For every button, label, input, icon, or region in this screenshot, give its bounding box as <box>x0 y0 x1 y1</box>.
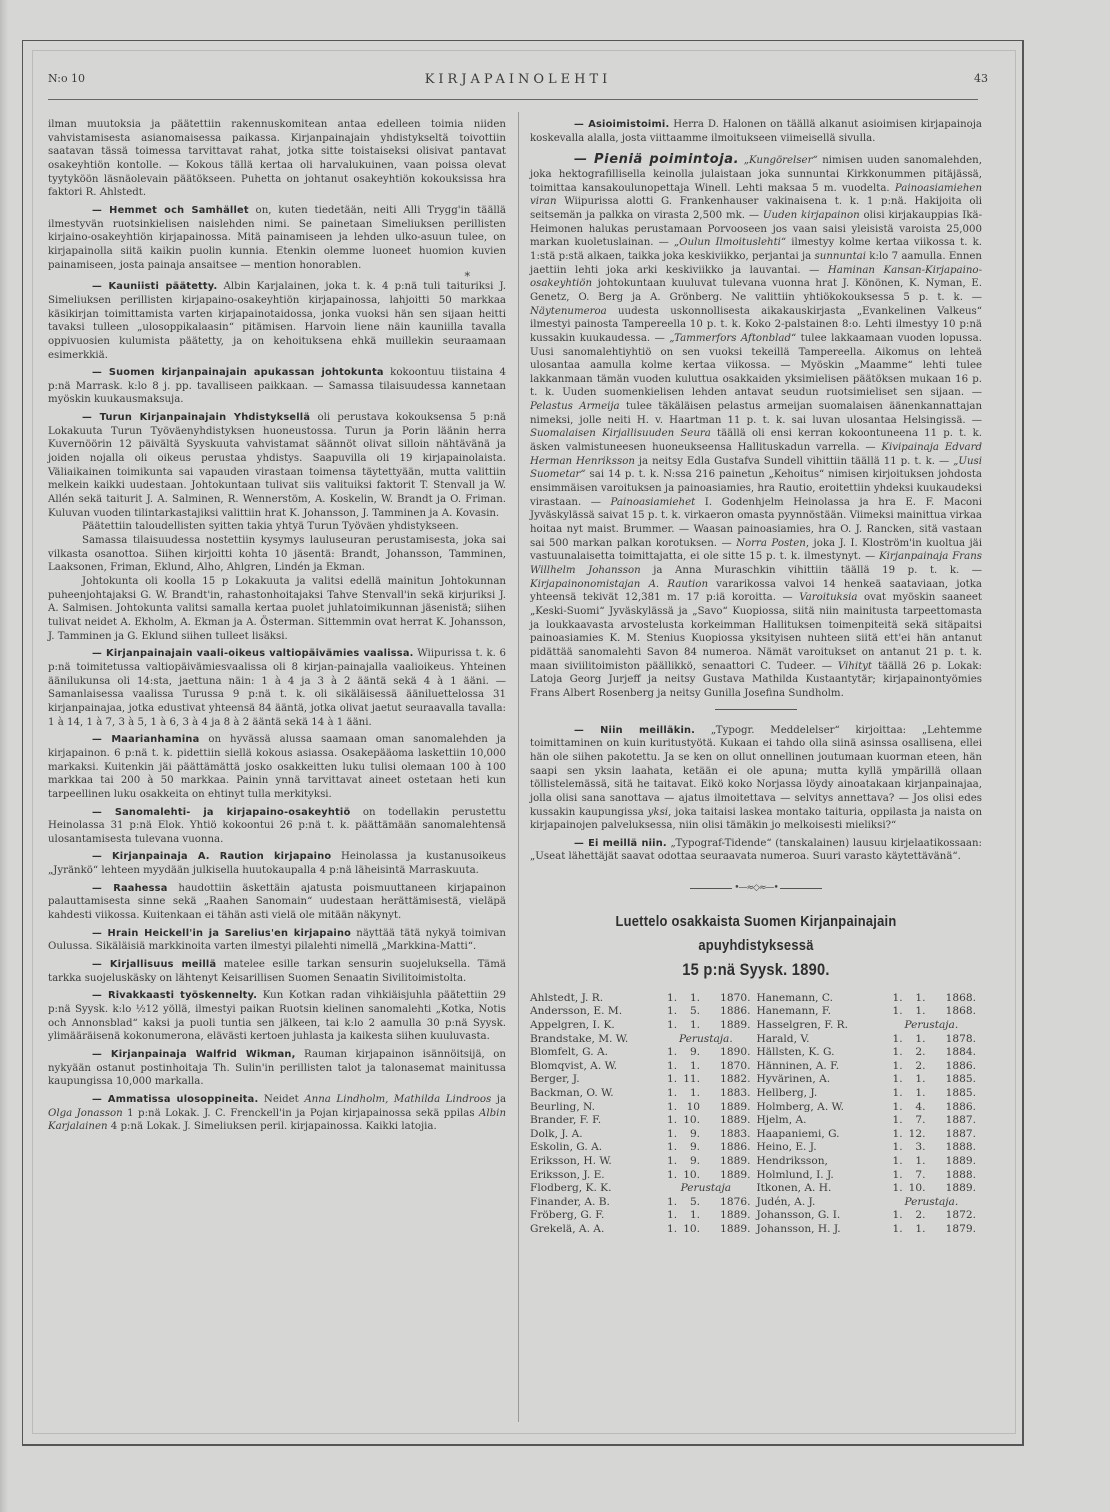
member-year: 1868. <box>945 1005 976 1018</box>
member-name: Ahlstedt, J. R. <box>530 991 604 1004</box>
member-year: 1879. <box>945 1222 976 1235</box>
member-name: Appelgren, I. K. <box>530 1018 615 1031</box>
member-name: Grekelä, A. A. <box>530 1222 605 1235</box>
member-year: 1872. <box>945 1209 976 1222</box>
member-name: Eriksson, H. W. <box>530 1154 612 1167</box>
member-name: Hällsten, K. G. <box>756 1046 835 1059</box>
member-month: 10 <box>686 1100 701 1113</box>
member-number: 1. <box>667 1222 678 1235</box>
article-pienia-poimintoja: — Pieniä poimintoja. „Kungörelser“ nimisen uuden sanomalehden, joka hektografillisella keinolla julaistaan joka sunnuntai Kirkkonummen pitäjässä, toimittaa kansakoulunopettaja Winell. Lehti maksaa 5 m. vuodelta. Painoasiamiehen viran Wiipurissa alotti G. Frankenhauser vakinaisena t. k. 1 p:nä. Hakijoita oli seitsemän ja palkka on virasta 2,500 mk. — Uuden kirjapainon olisi kirjakauppias Ikä-Heimonen halukas perustamaan Porvooseen jos vaan saisi yleisistä varoista 25,000 markan kuoletuslainan. — „Oulun Ilmoituslehti“ ilmestyy kolme kertaa viikossa t. k. 1:stä p:stä alkaen, taikka joka keskiviikko, perjantai ja sunnuntai k:lo 7 aamulla. Ennen jaettiin lehti joka arki keskiviikko ja lauvantai. — Haminan Kansan-Kirjapaino-osakeyhtiön johtokuntaan kuuluvat tulevana vuonna hrat J. Könönen, K. Nyman, E. Genetz, O. Berg ja A. Grönberg. Ne valittiin yhtiökokouksessa 5 p. t. k. — Näytenumeroa uudesta uskonnollisesta aikakauskirjasta „Evankelinen Valkeus“ ilmestyi painosta Tampereella 10 p. t. k. Koko 2-palstainen 8:o. Lehti ilmestyy 10 p:nä kussakin kuukaudessa. — „Tammerfors Aftonblad“ tulee lakkaamaan vuoden lopussa. Uusi sanomalehtiyhtiö on sen vuoksi tekeillä Tampereella. Aikomus on lehteä ulosantaa aamulla kolme kertaa viikossa. — Myöskin „Maamme“ lehti tulee lakkanmaan tämän vuoden kuluttua osakkaiden yksimielisen päätöksen mukaan 16 p. t. k. Uuden suomenkielisen lehden antavat seudun ruotsimieliset sen sijaan. — Pelastus Armeija tulee täkäläisen pelastus armeijan suomalaisen äänenkannattajan nimeksi, jolle neiti H. v. Haartman 11 p. t. k. sai luvan ulosantaa Helsingissä. — Suomalaisen Kirjallisuuden Seura täällä oli ensi kerran kokoontuneena 11 p. t. k. äsken valmistuneesen huoneukseensa Hallituskadun varrella. — Kivipainaja Edvard Herman Henriksson ja neitsy Edla Gustafva Sundell vihittiin täällä 11 p. t. k. — „Uusi Suometar“ sai 14 p. t. k. N:ssa 216 painetun „Kehoitus“ nimisen kirjoituksen johdosta ensimmäisen varoituksen ja painoasiamies, hra Rautio, eroitettiin yhdeksi kuukaudeksi virastaan. — Painoasiamiehet I. Godenhjelm Heinolassa ja hra E. F. Maconi Jyväskylässä saivat 15 p. t. k. virkaeron omasta pyynnöstään. Viimeksi mainittua virkaa hoitaa nyt maist. Brummer. — Waasan painoasiamies, hra O. J. Rancken, sitä vastaan sai 500 markan palkan korotuksen. — Norra Posten, joka J. I. Kloström'in kuoltua jäi vastuunalaisetta toimittajatta, ei ole sitte 15 p. t. k. ilmestynyt. — Kirjanpainaja Frans Willhelm Johansson ja Anna Muraschkin vihittiin täällä 19 p. t. k. — Kirjapainonomistajan A. Raution vararikossa valvoi 14 henkeä saataviaan, jotka yhteensä tekivät 12,381 m. 17 p:iä koroitta. — Varoituksia ovat myöskin saaneet „Keski-Suomi“ Jyväskylässä ja „Savo“ Kuopiossa, siitä niin mainitusta tarpeettomasta ja loukkaavasta arvostelusta korkeimman Hallituksen toimenpiteitä sekä sitäpaitsi painoasiamies K. M. Stenius Kuopiossa yksityisen nuhteen siitä ett'ei hän antanut pidättää sanomalehti Savon 84 numeroa. Nämät varoitukset on antanut 21 p. t. k. maan siviilitoimiston päällikkö, senaattori C. Tudeer. — Vihityt täällä 26 p. Lokak: Latoja Georg Jurjeff ja neitsy Gustava Mathilda Kustaantytär; kirjapainontyömies Frans Albert Rosenberg ja neitsy Gunilla Josefina Sundholm. <box>530 152 983 699</box>
column-divider <box>518 112 519 1422</box>
member-number: 1. <box>892 1141 903 1154</box>
member-number: 1. <box>667 1018 678 1031</box>
member-year: 1870. <box>720 1059 751 1072</box>
member-month: 9. <box>689 1127 701 1140</box>
article-kirjallisuus-meilla: — Kirjallisuus meillä matelee esille tarkan sensurin suojeluksella. Tämä tarkka suojeluskäsky on lähtenyt Keisarillisen Suomen Senaatin Sivilitoimistolta. <box>48 959 506 984</box>
member-year: 1889. <box>720 1100 751 1113</box>
article-heading: — Kauniisti päätetty. <box>92 281 218 293</box>
table-row <box>530 992 982 1006</box>
member-name: Flodberg, K. K. <box>530 1182 612 1195</box>
article-ammatissa-ulosoppineita: — Ammatissa ulosoppineita. Neidet Anna Lindholm, Mathilda Lindroos ja Olga Jonasson 1 p:nä Lokak. J. C. Frenckell'in ja Pojan kirjapainossa sekä ppilas Albin Karjalainen 4 p:nä Lokak. J. Simeliuksen peril. kirjapainossa. Kaikki latojia. <box>48 1093 507 1133</box>
member-number: 1. <box>892 1005 903 1018</box>
member-number: 1. <box>892 991 903 1004</box>
section-rule <box>715 709 797 710</box>
member-name: Andersson, E. M. <box>530 1005 623 1018</box>
table-row <box>530 1101 982 1115</box>
member-month: 7. <box>915 1168 926 1181</box>
article-hemmet-och-samhallet: — Hemmet och Samhället on, kuten tiedetään, neiti Alli Trygg'in täällä ilmestyvän ruotsinkielisen naislehden nimi. Se painetaan Simeliuksen perillisten kirjaino-osakeyhtiön kirjapainossa. Mitä painamiseen ja lehden ulko-asuun tulee, on kirjapainolla siitä kaikin puolin kunnia. Etenkin olemme luoneet huomion kuvien painamiseen, josta painaja ansaitsee — mention honorablen. <box>48 204 506 271</box>
member-name: Haapaniemi, G. <box>756 1127 840 1140</box>
ornament-divider <box>530 882 982 896</box>
member-year: 1887. <box>945 1114 976 1127</box>
article-raahessa: — Raahessa haudottiin äskettäin ajatusta poismuuttaneen kirjapainon palauttamisesta sinne sekä „Raahen Sanomain“ uudestaan herättämisestä, vieläpä kahdesti viikossa. Kuitenkaan ei tähän asti vielä ole mitään näkynyt. <box>48 882 506 922</box>
table-row <box>530 1005 982 1019</box>
member-month: 1. <box>915 1086 926 1099</box>
member-number: 1. <box>667 1100 678 1113</box>
table-row <box>530 1169 982 1183</box>
member-number: 1. <box>667 1114 678 1127</box>
member-month: 1. <box>915 1032 926 1045</box>
member-number: 1. <box>667 1005 678 1018</box>
article-rivakkaasti: — Rivakkaasti työskennelty. Kun Kotkan radan vihkiäisjuhla päätettiin 29 p:nä Syysk. k:lo ½12 yöllä, ilmestyi paikan Ruotsin kielinen sanomalehti „Kotka, Notis och Annonsblad“ kaksi ja puoli tuntia sen jälkeen, tai k:lo 2 aamulla 30 p:nä Syysk. ylimääräisenä kokonumerona, elävästi kertoen juhlasta ja kaikesta siihen kuuluvasta. <box>48 990 506 1043</box>
member-year: 1884. <box>945 1046 976 1059</box>
member-month: 10. <box>683 1168 701 1181</box>
article-apukassan-johtokunta: — Suomen kirjanpainajain apukassan johtokunta kokoontuu tiistaina 4 p:nä Marrask. k:lo 8 j. pp. tavalliseen paikkaan. — Samassa tilaisuudessa kannetaan myöskin kuukausmaksuja. <box>48 367 506 406</box>
member-year: 1886. <box>720 1141 751 1154</box>
article-sanomalehti-osakeyhtio: — Sanomalehti- ja kirjapaino-osakeyhtiö on todellakin perustettu Heinolassa 31 p:nä Elok. Yhtiö kokoontui 26 p:nä t. k. päättämään sanomalehtensä ulosantamisesta tulevana vuonna. <box>48 806 506 845</box>
member-year: 1888. <box>945 1141 976 1154</box>
member-month: 1. <box>689 991 701 1004</box>
member-number: 1. <box>892 1086 903 1099</box>
member-name: Backman, O. W. <box>530 1086 614 1099</box>
member-year: 1889. <box>720 1209 751 1222</box>
table-row <box>530 1033 982 1047</box>
member-month: 5. <box>689 1005 701 1018</box>
member-name: Hasselgren, F. R. <box>756 1018 849 1031</box>
member-number: 1. <box>892 1032 903 1045</box>
member-name: Holmlund, I. J. <box>756 1168 834 1181</box>
article-turun-kirjanpainajain: — Turun Kirjanpainajain Yhdistyksellä oli perustava kokouksensa 5 p:nä Lokakuuta Turun Työväenyhdistyksen huoneustossa. Turun ja Porin läänin herra Kuvernöörin 12 päivältä Syyskuuta vahvistamat säännöt olivat silloin nähtävänä ja joiden nojalla oli oikeus perustaa yhdistys. Saapuvilla oli 19 kirjapainolaista. Väliaikainen toimikunta sai vapauden virastaan toimensa täytettyään, mutta valittiin melkein kaikki uudestaan. Johtokuntaan tulivat siis valituiksi faktorit T. Stenvall ja W. Allén sekä taiturit J. A. Salminen, R. Wennerstöm, A. Koskelin, W. Brandt ja O. Friman. Kuluvan vuoden tilintarkastajiksi valittiin hrat K. Johansson, J. Tamminen ja A. Kovasin. <box>48 412 506 519</box>
article-heading: — Turun Kirjanpainajain Yhdistyksellä <box>82 412 311 424</box>
member-month: 1. <box>915 1073 926 1086</box>
scan-edge-shadow <box>0 0 8 1512</box>
member-name: Hellberg, J. <box>756 1086 818 1099</box>
member-number: 1. <box>892 1222 903 1235</box>
member-number: 1. <box>892 1046 903 1059</box>
member-number: 1. <box>892 1209 903 1222</box>
founder-label: Perustaja <box>680 1182 732 1195</box>
table-row <box>530 1073 982 1087</box>
member-name: Eriksson, J. E. <box>530 1168 605 1181</box>
table-row <box>530 1019 982 1033</box>
member-month: 9. <box>689 1154 701 1167</box>
member-name: Beurling, N. <box>530 1100 596 1113</box>
article-heading: — Suomen kirjanpainajain apukassan johtokunta <box>92 367 384 379</box>
member-number: 1. <box>667 1046 678 1059</box>
article-heading: — Pieniä poimintoja. <box>574 152 740 168</box>
article-kauniisti-paatetty: — Kauniisti päätetty. Albin Karjalainen, joka t. k. 4 p:nä tuli taituriksi J. Simeliuksen perillisten kirjapaino-osakeyhtiön kirjapainossa, lahjoitti 50 markkaa käsikirjan toimittamista varten kirjapainotaidossa, jonka vuoksi hän sen sijaan heitti tavaksi tulleen „ulosoppikalaasin“ pitämisen. Harvoin liene näin kauniilla tavalla oppivuosien kulumista päätetty, ja on kehoituksena ehkä muillekin seuraamaan esimerkkiä. <box>48 281 507 361</box>
article-heading: — Hrain Heickell'in ja Sarelius'en kirjapaino <box>92 927 352 939</box>
member-month: 1. <box>915 1222 926 1235</box>
member-year: 1889. <box>945 1154 976 1167</box>
member-name: Fröberg, G. F. <box>530 1209 605 1222</box>
article-heading: — Sanomalehti- ja kirjapaino-osakeyhtiö <box>92 806 351 818</box>
table-row <box>530 1060 982 1074</box>
member-year: 1882. <box>720 1073 751 1086</box>
article-heading: — Asioimistoimi. <box>574 119 670 130</box>
member-name: Hendriksson, <box>756 1154 828 1167</box>
table-row <box>530 1141 982 1155</box>
table-row <box>530 1087 982 1101</box>
article-heading: — Maarianhamina <box>92 734 200 746</box>
ornament-icon: •—≈◇≈—• <box>734 883 778 894</box>
member-list-title: Luettelo osakkaista Suomen Kirjanpainajain apuyhdistyksessä 15 p:nä Syysk. 1890. <box>562 910 951 982</box>
member-name: Hanemann, C. <box>756 991 833 1004</box>
member-year: 1876. <box>720 1195 751 1208</box>
member-number: 1. <box>892 1100 903 1113</box>
article-maarianhamina: — Maarianhamina on hyvässä alussa saamaan oman sanomalehden ja kirjapainon. 6 p:nä t. k. pidettiin siellä kokous asiassa. Osakepääoma laskettiin 10,000 markaksi. Kuitenkin jäi päättämättä josko osakkeitten luku tulisi olemaan 100 à 100 markkaa tai 200 à 50 markkaa. Painin ynnä tarvittavat aineet ostetaan heti kun tarpeellinen luku osakkeita on ehtinyt tulla merkityksi. <box>48 734 506 800</box>
member-name: Brandstake, M. W. <box>530 1032 629 1045</box>
member-month: 2. <box>915 1059 926 1072</box>
member-year: 1887. <box>945 1127 976 1140</box>
member-name: Judén, A. J. <box>756 1195 816 1208</box>
member-month: 11. <box>683 1073 701 1086</box>
article-ei-meilla-niin: — Ei meillä niin. „Typograf-Tidende“ (tanskalainen) lausuu kirjelaatikossaan: „Useat lähettäjät saavat odottaa seuraavata numeroa. Suuri varasto käytettävänä“. <box>530 837 982 863</box>
member-month: 10. <box>908 1182 926 1195</box>
member-year: 1885. <box>945 1086 976 1099</box>
founder-label: Perustaja. <box>904 1018 959 1031</box>
article-heading: — Ammatissa ulosoppineita. <box>92 1093 259 1105</box>
member-year: 1889. <box>720 1168 751 1181</box>
member-month: 1. <box>689 1086 701 1099</box>
article-heading: — Kirjanpainaja Walfrid Wikman, <box>92 1049 296 1060</box>
member-number: 1. <box>892 1059 903 1072</box>
member-name: Hyvärinen, A. <box>756 1073 831 1086</box>
member-number: 1. <box>667 1195 678 1208</box>
member-month: 4. <box>915 1100 926 1113</box>
member-number: 1. <box>667 1154 678 1167</box>
member-year: 1889. <box>720 1018 751 1031</box>
table-row <box>530 1223 982 1237</box>
article-heickell-sarelius: — Hrain Heickell'in ja Sarelius'en kirjapaino näyttää tätä nykyä toimivan Oulussa. Sikäläisiä markkinoita varten ilmestyi pilalehti nimellä „Markkina-Matti“. <box>48 927 506 953</box>
member-month: 3. <box>915 1141 926 1154</box>
founder-label: Perustaja. <box>678 1032 733 1045</box>
founder-label: Perustaja. <box>904 1195 959 1208</box>
member-name: Harald, V. <box>756 1032 810 1045</box>
member-month: 1. <box>915 1154 926 1167</box>
table-row <box>530 1196 982 1210</box>
member-month: 9. <box>689 1046 701 1059</box>
member-name: Hjelm, A. <box>756 1114 807 1127</box>
member-name: Heino, E. J. <box>756 1141 817 1154</box>
article-walfrid-wikman: — Kirjanpainaja Walfrid Wikman, Rauman kirjapainon isännöitsijä, on nykyään ostanut postinhoitaja Th. Sulin'in perillisten talot ja talonasemat mainitussa kaupungissa 10,000 markalla. <box>48 1049 506 1088</box>
table-row <box>530 1209 982 1223</box>
member-name: Finander, A. B. <box>530 1195 610 1208</box>
member-year: 1886. <box>945 1100 976 1113</box>
member-number: 1. <box>892 1073 903 1086</box>
article-heading: — Kirjanpainajain vaali-oikeus valtiopäivämies vaalissa. <box>92 648 414 660</box>
table-row <box>530 1114 982 1128</box>
member-month: 7. <box>915 1114 926 1127</box>
member-name: Blomfelt, G. A. <box>530 1046 609 1059</box>
member-name: Hänninen, A. F. <box>756 1059 840 1072</box>
page-header <box>48 72 988 92</box>
member-number: 1. <box>892 1114 903 1127</box>
member-list-table <box>530 992 982 1237</box>
article-continuation: ilman muutoksia ja päätettiin rakennuskomitean antaa edelleen toimia niiden vahvistamisesta asianomaisessa paikassa. Kirjanpainajain yhdistykseltä toivottiin saatavan tässä toimessa tarvittavat rahat, jotka sitte toistaiseksi olisivat pantavat osakeyhtiön kontolle. — Kokous tällä kertaa oli harvalukuinen, vaan poissa olevat tyytyköön läsnäolevain päätökseen. Puhetta on johtanut osakeyhtiön kokouksissa hra faktori R. Ahlstedt. <box>48 119 506 199</box>
member-year: 1883. <box>720 1086 751 1099</box>
member-name: Holmberg, A. W. <box>756 1100 844 1113</box>
right-column <box>530 118 982 1236</box>
member-year: 1888. <box>945 1168 976 1181</box>
member-month: 2. <box>915 1209 926 1222</box>
member-month: 10. <box>683 1222 701 1235</box>
article-paragraph: Johtokunta oli koolla 15 p Lokakuuta ja valitsi edellä mainitun Johtokunnan puheenjohtajaksi G. W. Brandt'in, rahastonhoitajaksi Tahve Stenvall'in sekä kirjuriksi J. A. Salmisen. Johtokunta valitsi samalla kertaa puolet juhlatoimikunnan jäsenistä; siihen tulivat neidet A. Ekholm, A. Ekman ja A. Österman. Sittemmin ovat herrat K. Johansson, J. Tamminen ja G. Eklund siihen tulleet lisäksi. <box>48 576 506 642</box>
page-number: 43 <box>974 72 988 85</box>
member-name: Itkonen, A. H. <box>756 1182 832 1195</box>
member-month: 1. <box>915 991 926 1004</box>
member-month: 1. <box>915 1005 926 1018</box>
article-heading: — Ei meillä niin. <box>574 837 667 849</box>
publication-title: KIRJAPAINOLEHTI <box>424 72 612 87</box>
member-year: 1883. <box>720 1127 751 1140</box>
member-month: 1. <box>689 1018 701 1031</box>
member-name: Johansson, G. I. <box>756 1209 841 1222</box>
member-name: Brander, F. F. <box>530 1114 602 1127</box>
header-rule <box>48 99 978 100</box>
member-year: 1889. <box>945 1182 976 1195</box>
table-row <box>530 1182 982 1196</box>
asterisk-separator: * <box>464 270 470 284</box>
member-year: 1886. <box>945 1059 976 1072</box>
table-row <box>530 1155 982 1169</box>
member-year: 1889. <box>720 1222 751 1235</box>
member-year: 1878. <box>945 1032 976 1045</box>
member-number: 1. <box>667 1073 678 1086</box>
member-year: 1886. <box>720 1005 751 1018</box>
member-number: 1. <box>667 991 678 1004</box>
issue-number: N:o 10 <box>48 72 86 85</box>
article-heading: — Hemmet och Samhället <box>92 204 249 216</box>
member-name: Johansson, H. J. <box>756 1222 841 1235</box>
article-heading: — Niin meilläkin. <box>574 724 696 736</box>
table-row <box>530 1128 982 1142</box>
member-month: 2. <box>915 1046 926 1059</box>
article-asioimistoimi: — Asioimistoimi. Herra D. Halonen on täällä alkanut asioimisen kirjapainoja koskevalla alalla, josta viittaamme ilmoitukseen viimeisellä sivulla. <box>530 119 982 144</box>
member-number: 1. <box>667 1168 678 1181</box>
member-name: Berger, J. <box>530 1073 580 1086</box>
article-vaali-oikeus: — Kirjanpainajain vaali-oikeus valtiopäivämies vaalissa. Wiipurissa t. k. 6 p:nä toimitetussa valtiopäivämiesvaalissa oli 8 kirjan-painajalla vaalioikeus. Yhteinen äänilukunsa oli 14:sta, jaettuna näin: 1 à 4 ja 3 à 2 ääntä sekä 4 à 1 ääni. — Samanlaisessa vaalissa Turussa 9 p:nä t. k. oli sikäläisessä ääniluettelossa 31 kirjanpainajaa, jotka edustivat yhteensä 84 ääntä, jotka olivat jaetut seuraavalla tavalla: 1 à 14, 1 à 7, 3 à 5, 1 à 6, 3 à 4 ja 8 à 2 ääntä sekä 14 à 1 ääni. <box>48 648 506 728</box>
member-number: 1. <box>892 1127 903 1140</box>
member-month: 9. <box>689 1141 701 1154</box>
article-heading: — Kirjanpainaja A. Raution kirjapaino <box>92 851 332 863</box>
member-number: 1. <box>667 1086 678 1099</box>
article-raution-kirjapaino: — Kirjanpainaja A. Raution kirjapaino Heinolassa ja kustanusoikeus „Jyränkö“ lehteen myydään julkisella huutokaupalla 4 p:nä läheisintä Marraskuuta. <box>48 851 506 877</box>
article-niin-meillakin: — Niin meilläkin. „Typogr. Meddelelser“ kirjoittaa: „Lehtemme toimittaminen on kuin kuritustyötä. Kukaan ei tahdo olla siinä asinssa osallisena, ellei hän ole siihen pakotettu. Ja se ken on ollut onnellinen joutumaan kuorman eteen, hän saapi sen yksin laahata, ketään ei ole apuna; mutta kyllä ympärillä ollaan töllistelemässä, sitä he taitavat. Eikö koko Norjassa löydy ainoatakaan kirjanpainajaa, jolla olisi sana sanottava — ajatus ilmoitettava — selvitys annettava? — Jos olisi edes kussakin kaupungissa yksi, joka taitaisi laskea montako taituria, oppilasta ja naista on kirjapainojen palveluksessa, niin olisi tämäkin jo melkoisesti mieliksi?“ <box>530 724 982 832</box>
left-column <box>48 118 506 1138</box>
article-heading: — Kirjallisuus meillä <box>92 959 217 971</box>
table-row <box>530 1046 982 1060</box>
member-number: 1. <box>667 1141 678 1154</box>
member-year: 1885. <box>945 1073 976 1086</box>
member-year: 1870. <box>720 991 751 1004</box>
member-number: 1. <box>892 1182 903 1195</box>
member-year: 1889. <box>720 1154 751 1167</box>
member-number: 1. <box>667 1059 678 1072</box>
article-paragraph: Päätettiin taloudellisten syitten takia yhtyä Turun Työväen yhdistykseen. <box>82 521 459 533</box>
member-month: 12. <box>908 1127 926 1140</box>
article-paragraph: Samassa tilaisuudessa nostettiin kysymys lauluseuran perustamisesta, joka sai vilkasta osanottoa. Siihen kirjoitti kohta 10 jäsentä: Brandt, Johansson, Tamminen, Laaksonen, Friman, Eklund, Alho, Ahlgren, Lindén ja Ekman. <box>48 535 506 574</box>
member-number: 1. <box>892 1168 903 1181</box>
member-year: 1890. <box>720 1046 751 1059</box>
member-number: 1. <box>892 1154 903 1167</box>
member-name: Dolk, J. A. <box>530 1127 583 1140</box>
member-name: Hanemann, F. <box>756 1005 831 1018</box>
member-list-subtitle: 15 p:nä Syysk. 1890. <box>682 959 830 979</box>
article-heading: — Raahessa <box>92 882 168 894</box>
member-month: 1. <box>689 1059 701 1072</box>
bottom-rule <box>22 1444 1024 1446</box>
member-name: Blomqvist, A. W. <box>530 1059 617 1072</box>
member-month: 5. <box>689 1195 701 1208</box>
member-month: 1. <box>689 1209 701 1222</box>
member-number: 1. <box>667 1209 678 1222</box>
member-number: 1. <box>667 1127 678 1140</box>
article-heading: — Rivakkaasti työskennelty. <box>92 990 258 1002</box>
member-year: 1889. <box>720 1114 751 1127</box>
member-year: 1868. <box>945 991 976 1004</box>
member-month: 10. <box>683 1114 701 1127</box>
member-name: Eskolin, G. A. <box>530 1141 603 1154</box>
